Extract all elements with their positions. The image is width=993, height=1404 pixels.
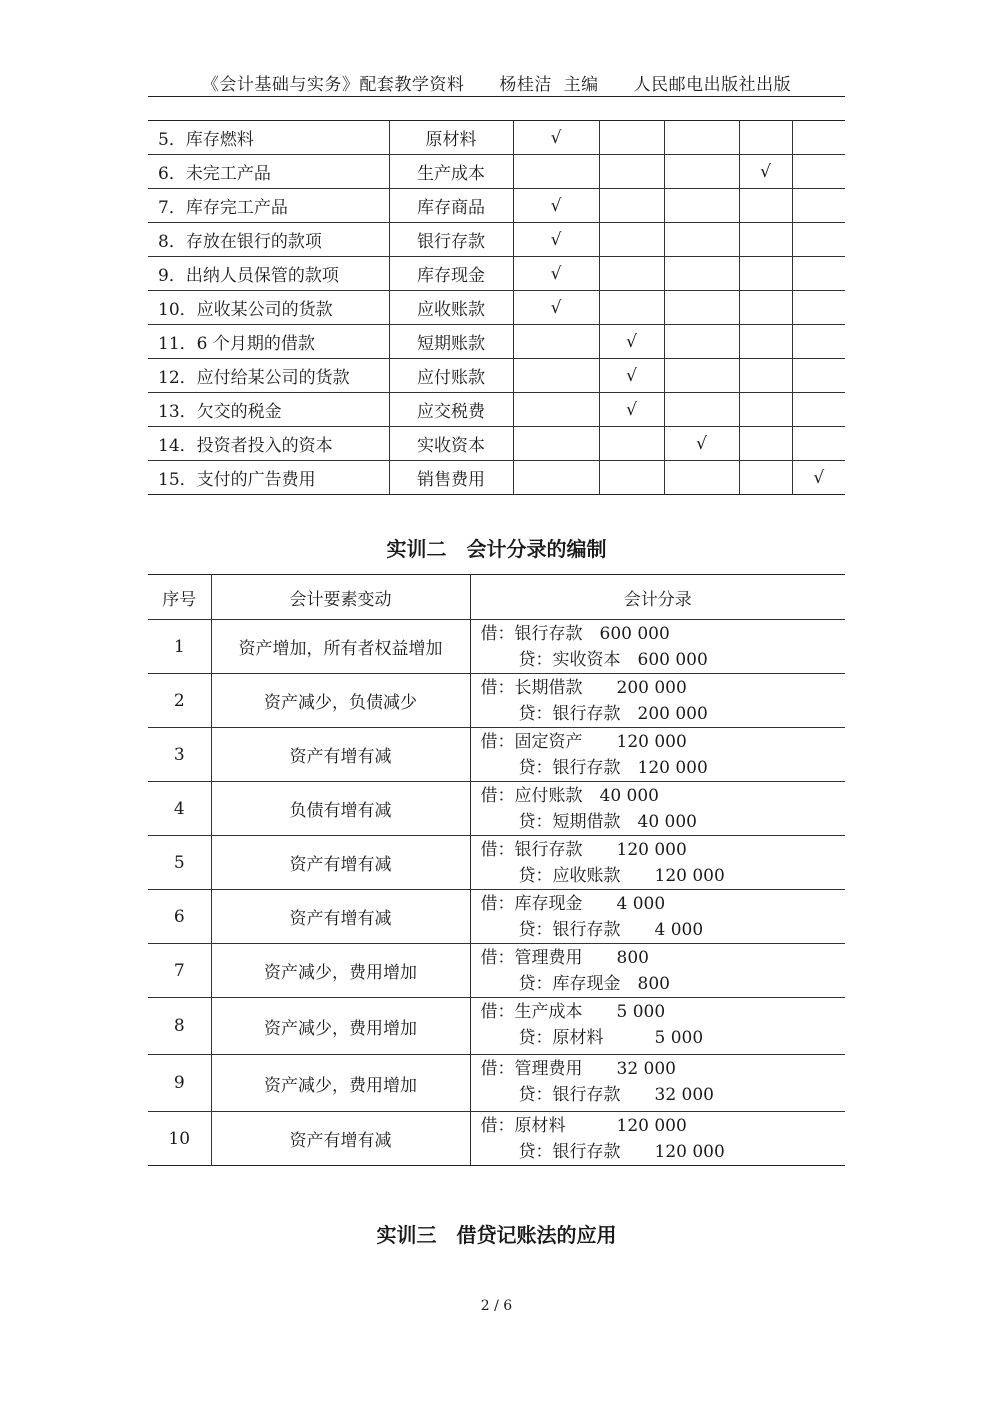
credit-line: 贷：原材料 5 000 [518, 1028, 704, 1048]
item-cell: 15．支付的广告费用 [148, 461, 389, 495]
category-cell [739, 291, 792, 325]
category-cell [792, 359, 845, 393]
check-mark: √ [599, 393, 664, 427]
category-cell [739, 325, 792, 359]
item-cell: 6．未完工产品 [148, 155, 389, 189]
account-cell: 生产成本 [389, 155, 513, 189]
seq-cell: 3 [148, 728, 211, 782]
category-cell [664, 155, 739, 189]
change-cell: 资产减少，费用增加 [211, 944, 470, 998]
credit-line: 贷：银行存款 200 000 [518, 704, 708, 724]
category-cell [513, 461, 599, 495]
category-cell [739, 461, 792, 495]
account-classification-table [148, 120, 845, 495]
change-cell: 资产增加，所有者权益增加 [211, 620, 470, 674]
table-row [148, 1055, 845, 1112]
category-cell [792, 393, 845, 427]
category-cell [664, 257, 739, 291]
category-cell [664, 359, 739, 393]
page-number: 2 / 6 [480, 1298, 513, 1314]
header-rule [148, 96, 845, 97]
item-cell: 14．投资者投入的资本 [148, 427, 389, 461]
table-row [148, 674, 845, 728]
category-cell [739, 189, 792, 223]
account-cell: 银行存款 [389, 223, 513, 257]
header-entry: 会计分录 [470, 575, 845, 620]
seq-cell: 8 [148, 998, 211, 1055]
category-cell [599, 427, 664, 461]
entry-cell [470, 1112, 845, 1166]
credit-line: 贷：实收资本 600 000 [518, 650, 708, 670]
credit-line: 贷：应收账款 120 000 [518, 866, 725, 886]
category-cell [599, 461, 664, 495]
item-cell: 9．出纳人员保管的款项 [148, 257, 389, 291]
table-row [148, 998, 845, 1055]
entry-cell [470, 782, 845, 836]
change-cell: 负债有增有减 [211, 782, 470, 836]
change-cell: 资产减少，费用增加 [211, 998, 470, 1055]
category-cell [664, 189, 739, 223]
table-row [148, 121, 845, 155]
check-mark: √ [599, 325, 664, 359]
category-cell [513, 427, 599, 461]
account-cell: 应付账款 [389, 359, 513, 393]
seq-cell: 9 [148, 1055, 211, 1112]
item-cell: 7．库存完工产品 [148, 189, 389, 223]
change-cell: 资产有增有减 [211, 1112, 470, 1166]
page-header: 《会计基础与实务》配套教学资料 杨桂洁 主编 人民邮电出版社出版 [201, 75, 792, 95]
category-cell [513, 325, 599, 359]
category-cell [792, 223, 845, 257]
change-cell: 资产减少，费用增加 [211, 1055, 470, 1112]
category-cell [513, 359, 599, 393]
entry-cell [470, 944, 845, 998]
header-seq: 序号 [148, 575, 211, 620]
change-cell: 资产减少，负债减少 [211, 674, 470, 728]
table-row [148, 257, 845, 291]
account-cell: 应收账款 [389, 291, 513, 325]
table-row [148, 189, 845, 223]
table-row [148, 461, 845, 495]
credit-line: 贷：银行存款 4 000 [518, 920, 704, 940]
table-row [148, 620, 845, 674]
debit-line: 借：管理费用 800 [480, 948, 649, 968]
table-row [148, 890, 845, 944]
item-cell: 12．应付给某公司的货款 [148, 359, 389, 393]
check-mark: √ [513, 189, 599, 223]
check-mark: √ [513, 121, 599, 155]
item-cell: 10．应收某公司的货款 [148, 291, 389, 325]
entry-cell [470, 998, 845, 1055]
category-cell [599, 155, 664, 189]
debit-line: 借：库存现金 4 000 [480, 894, 666, 914]
header-change: 会计要素变动 [211, 575, 470, 620]
check-mark: √ [664, 427, 739, 461]
seq-cell: 2 [148, 674, 211, 728]
check-mark: √ [513, 257, 599, 291]
table-row [148, 223, 845, 257]
category-cell [792, 189, 845, 223]
table-row [148, 359, 845, 393]
category-cell [664, 325, 739, 359]
category-cell [513, 393, 599, 427]
entry-cell [470, 620, 845, 674]
credit-line: 贷：银行存款 120 000 [518, 1142, 725, 1162]
seq-cell: 4 [148, 782, 211, 836]
table-row [148, 155, 845, 189]
credit-line: 贷：银行存款 32 000 [518, 1085, 714, 1105]
entry-cell [470, 1055, 845, 1112]
debit-line: 借：应付账款 40 000 [480, 786, 659, 806]
category-cell [792, 325, 845, 359]
section-title-3: 实训三 借贷记账法的应用 [376, 1223, 617, 1247]
item-cell: 5．库存燃料 [148, 121, 389, 155]
category-cell [792, 257, 845, 291]
category-cell [664, 291, 739, 325]
category-cell [664, 223, 739, 257]
table-row [148, 944, 845, 998]
debit-line: 借：管理费用 32 000 [480, 1059, 676, 1079]
table-row [148, 836, 845, 890]
check-mark: √ [792, 461, 845, 495]
journal-entry-table [148, 574, 845, 1166]
account-cell: 短期账款 [389, 325, 513, 359]
entry-cell [470, 836, 845, 890]
seq-cell: 6 [148, 890, 211, 944]
check-mark: √ [513, 291, 599, 325]
table-row [148, 427, 845, 461]
section-title-2: 实训二 会计分录的编制 [386, 537, 607, 561]
category-cell [739, 121, 792, 155]
credit-line: 贷：库存现金 800 [518, 974, 670, 994]
category-cell [599, 291, 664, 325]
debit-line: 借：银行存款 120 000 [480, 840, 687, 860]
check-mark: √ [739, 155, 792, 189]
category-cell [599, 189, 664, 223]
item-cell: 13．欠交的税金 [148, 393, 389, 427]
change-cell: 资产有增有减 [211, 890, 470, 944]
change-cell: 资产有增有减 [211, 836, 470, 890]
category-cell [792, 155, 845, 189]
debit-line: 借：原材料 120 000 [480, 1116, 687, 1136]
category-cell [599, 257, 664, 291]
category-cell [739, 427, 792, 461]
check-mark: √ [513, 223, 599, 257]
entry-cell [470, 674, 845, 728]
category-cell [739, 359, 792, 393]
table-row [148, 1112, 845, 1166]
account-cell: 库存现金 [389, 257, 513, 291]
account-cell: 应交税费 [389, 393, 513, 427]
credit-line: 贷：银行存款 120 000 [518, 758, 708, 778]
table-row [148, 782, 845, 836]
table-header-row [148, 575, 845, 620]
debit-line: 借：银行存款 600 000 [480, 624, 670, 644]
category-cell [739, 393, 792, 427]
seq-cell: 7 [148, 944, 211, 998]
table-row [148, 393, 845, 427]
item-cell: 8．存放在银行的款项 [148, 223, 389, 257]
account-cell: 库存商品 [389, 189, 513, 223]
debit-line: 借：长期借款 200 000 [480, 678, 687, 698]
table-row [148, 325, 845, 359]
seq-cell: 1 [148, 620, 211, 674]
seq-cell: 5 [148, 836, 211, 890]
category-cell [664, 393, 739, 427]
entry-cell [470, 890, 845, 944]
category-cell [513, 155, 599, 189]
category-cell [792, 291, 845, 325]
debit-line: 借：生产成本 5 000 [480, 1002, 666, 1022]
seq-cell: 10 [148, 1112, 211, 1166]
category-cell [664, 461, 739, 495]
category-cell [599, 121, 664, 155]
category-cell [792, 427, 845, 461]
category-cell [599, 223, 664, 257]
entry-cell [470, 728, 845, 782]
category-cell [664, 121, 739, 155]
category-cell [792, 121, 845, 155]
credit-line: 贷：短期借款 40 000 [518, 812, 697, 832]
category-cell [739, 257, 792, 291]
change-cell: 资产有增有减 [211, 728, 470, 782]
table-row [148, 291, 845, 325]
debit-line: 借：固定资产 120 000 [480, 732, 687, 752]
category-cell [739, 223, 792, 257]
item-cell: 11．6 个月期的借款 [148, 325, 389, 359]
check-mark: √ [599, 359, 664, 393]
account-cell: 销售费用 [389, 461, 513, 495]
account-cell: 实收资本 [389, 427, 513, 461]
account-cell: 原材料 [389, 121, 513, 155]
table-row [148, 728, 845, 782]
